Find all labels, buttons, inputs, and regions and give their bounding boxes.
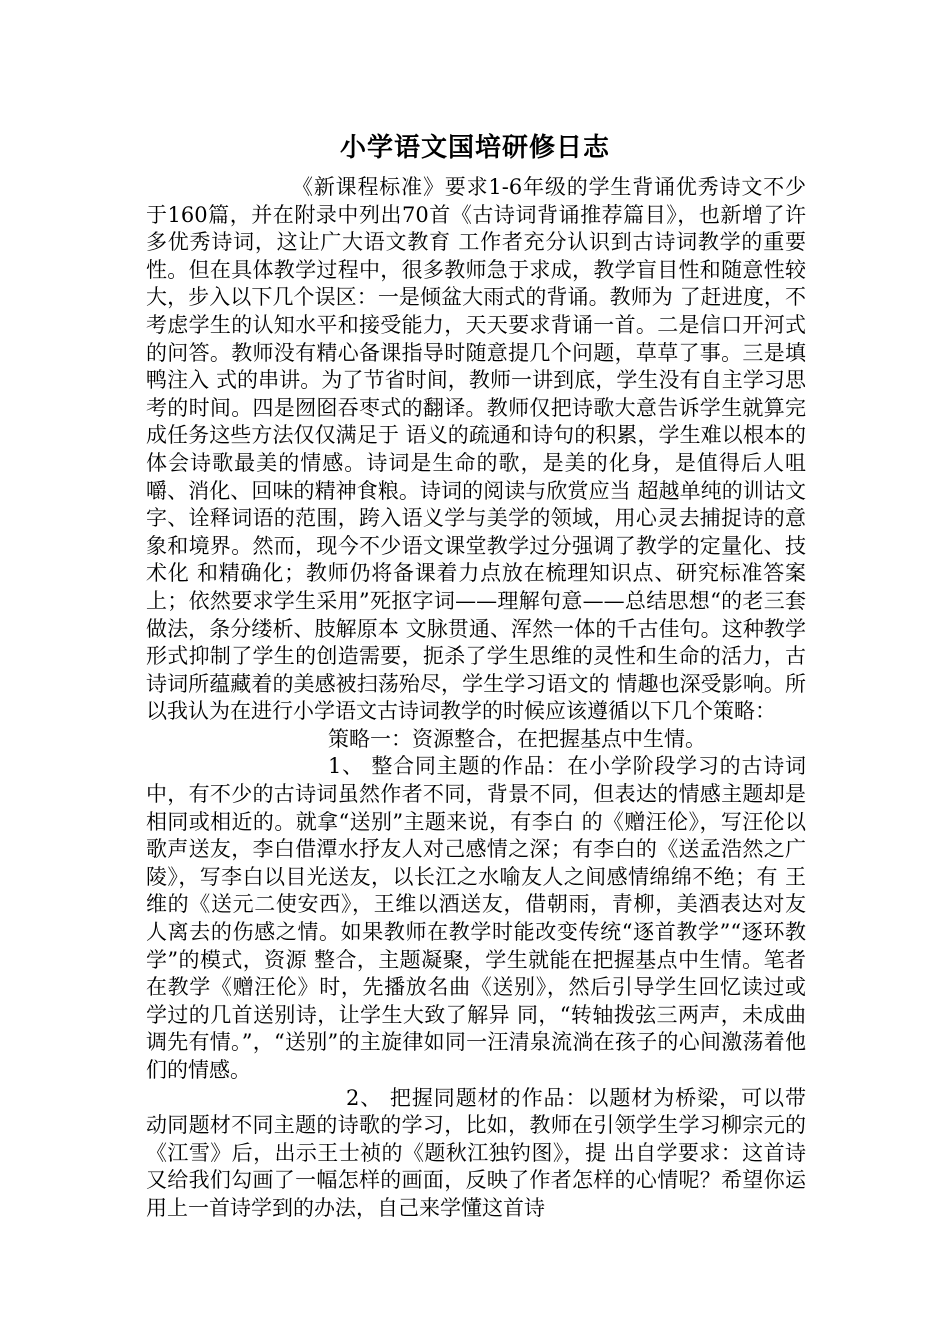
document-title: 小学语文国培研修日志 [339,133,610,163]
item-two-paragraph: 2、 把握同题材的作品：以题材为桥梁，可以带动同题材不同主题的诗歌的学习，比如，教师在引领学生学习柳宗元的《江雪》后，出示王士祯的《题秋江独钓图》，提 出自学要求：这首诗又给我们勾画了一幅怎样的画面，反映了作者怎样的心情呢？希望你运用上一首诗学到的办法，自己来学懂这首诗 [146,1085,806,1220]
document-body [146,174,806,1223]
strategy-one-heading: 策略一：资源整合，在把握基点中生情。 [328,726,706,751]
item-one-paragraph: 1、 整合同主题的作品：在小学阶段学习的古诗词中，有不少的古诗词虽然作者不同，背景不同，但表达的情感主题却是相同或相近的。就拿“送别”主题来说，有李白 的《赠汪伦》，写汪伦以歌声送友，李白借潭水抒友人对己感情之深；有李白的《送孟浩然之广陵》，写李白以目光送友，以长江之水喻友人之间感情绵绵不绝；有 王维的《送元二使安西》，王维以酒送友，借朝雨，青柳，美酒表达对友人离去的伤感之情。如果教师在教学时能改变传统“逐首教学”“逐环教学”的模式，资源 整合，主题凝聚，学生就能在把握基点中生情。笔者在教学《赠汪伦》时，先播放名曲《送别》，然后引导学生回忆读过或学过的几首送别诗，让学生大致了解异 同，“转轴拨弦三两声，未成曲调先有情。”，“送别”的主旋律如同一汪清泉流淌在孩子的心间激荡着他们的情感。 [146,754,806,1082]
intro-paragraph: 《新课程标准》要求1-6年级的学生背诵优秀诗文不少于160篇，并在附录中列出70首《古诗词背诵推荐篇目》，也新增了许多优秀诗词，这让广大语文教育 工作者充分认识到古诗词教学的重要性。但在具体教学过程中，很多教师急于求成，教学盲目性和随意性较大，步入以下几个误区：一是倾盆大雨式的背诵。教师为 了赶进度，不考虑学生的认知水平和接受能力，天天要求背诵一首。二是信口开河式的问答。教师没有精心备课指导时随意提几个问题，草草了事。三是填鸭注入 式的串讲。为了节省时间，教师一讲到底，学生没有自主学习思考的时间。四是囫囵吞枣式的翻译。教师仅把诗歌大意告诉学生就算完成任务这些方法仅仅满足于 语义的疏通和诗句的积累，学生难以根本的体会诗歌最美的情感。诗词是生命的歌，是美的化身，是值得后人咀嚼、消化、回味的精神食粮。诗词的阅读与欣赏应当 超越单纯的训诂文字、诠释词语的范围，跨入语义学与美学的领域，用心灵去捕捉诗的意象和境界。然而，现今不少语文课堂教学过分强调了教学的定量化、技术化 和精确化；教师仍将备课着力点放在梳理知识点、研究标准答案上；依然要求学生采用”死抠字词——理解句意——总结思想“的老三套做法，条分缕析、肢解原本 文脉贯通、浑然一体的千古佳句。这种教学形式抑制了学生的创造需要，扼杀了学生思维的灵性和生命的活力，古诗词所蕴藏着的美感被扫荡殆尽，学生学习语文的 情趣也深受影响。所以我认为在进行小学语文古诗词教学的时候应该遵循以下几个策略： [146,175,806,724]
